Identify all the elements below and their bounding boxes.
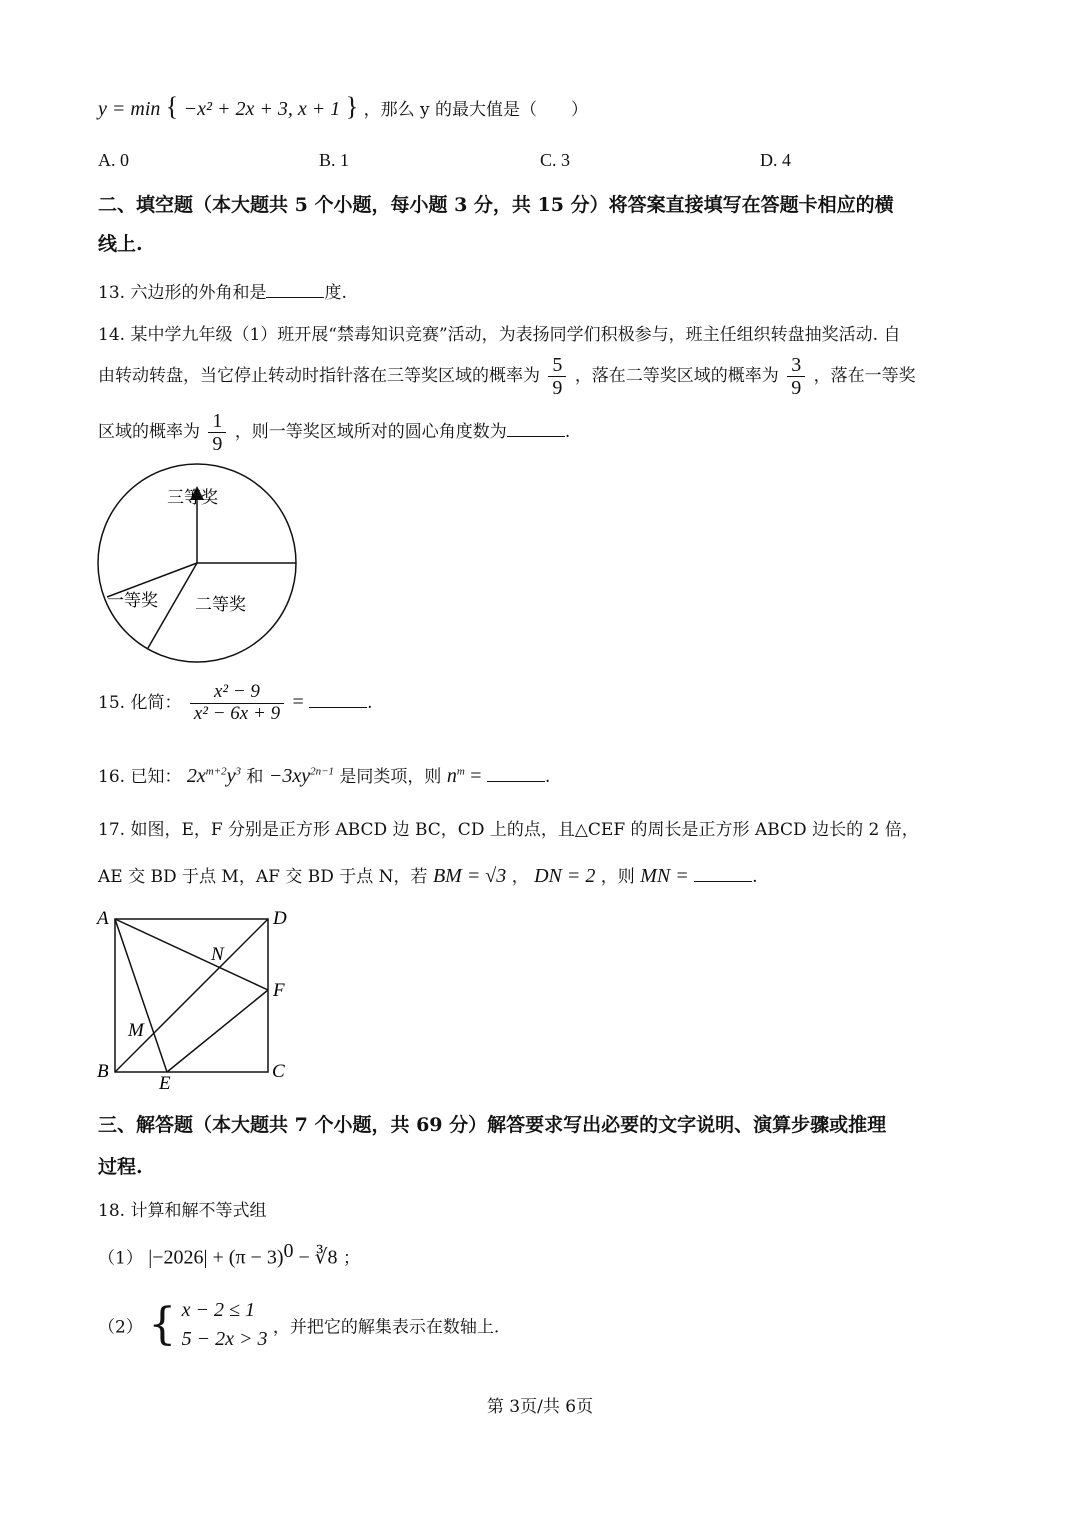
q18-part2-brace: { [148, 1299, 177, 1350]
spinner-figure [90, 460, 310, 665]
q14-line1 [98, 320, 900, 345]
q15-answer-blank [309, 706, 367, 708]
q12-option-c: C. 3 [540, 150, 571, 170]
q17-line1 [98, 815, 919, 840]
q15-numerator: x² − 9 [190, 682, 284, 704]
q13-answer-blank [266, 296, 324, 298]
q15-fraction [190, 682, 284, 725]
q14-fraction-first [208, 410, 226, 455]
label-f: F [273, 980, 285, 1001]
q17-bm: BM = √3 [432, 865, 507, 887]
square-figure [92, 904, 302, 1094]
q16-number: 16. [98, 767, 126, 787]
q14-answer-blank [507, 435, 565, 437]
q12-formula-args: −x² + 2x + 3, x + 1 [183, 98, 341, 120]
q12-formula-prefix: y = min [98, 98, 161, 120]
segment-ef [167, 990, 268, 1072]
label-b: B [97, 1061, 109, 1082]
label-c: C [272, 1061, 285, 1082]
q16-term1-y: y [226, 765, 236, 787]
q16-answer-blank [487, 780, 545, 782]
q14-line3 [98, 410, 570, 455]
page-footer: 第 3页/共 6页 [486, 1397, 594, 1417]
q14-frac1-numerator: 5 [548, 354, 566, 377]
q18-text: 计算和解不等式组 [130, 1201, 267, 1221]
q16-text-c: 是同类项，则 [339, 767, 442, 787]
section3-heading-line2: 过程. [98, 1156, 143, 1178]
q13 [98, 278, 347, 303]
q16-term1 [187, 765, 241, 787]
q17-dn: DN = 2 [534, 865, 596, 887]
q14-frac1-denominator: 9 [552, 377, 563, 399]
q15-equals: = [292, 690, 304, 713]
q18-part2-row1: x − 2 ≤ 1 [181, 1299, 255, 1321]
q16 [98, 762, 550, 788]
q16-term3-base: n [446, 765, 457, 787]
q18-part1 [98, 1240, 360, 1270]
q17-line2 [98, 862, 758, 888]
label-d: D [273, 908, 287, 929]
q18-number: 18. [98, 1201, 126, 1221]
q14-text-line3a: 区域的概率为 [98, 422, 200, 442]
q12-formula-line [98, 92, 588, 122]
q17-answer-blank [694, 880, 752, 882]
q14-text-line1: 某中学九年级（1）班开展“禁毒知识竞赛”活动，为表扬同学们积极参与，班主任组织转盘抽奖活动. 自 [130, 325, 901, 345]
q17-mn: MN = [640, 865, 689, 887]
q13-number: 13. [98, 283, 126, 303]
section2-heading-line1: 二、填空题（本大题共 5 个小题，每小题 3 分，共 15 分）将答案直接填写在答题卡相应的横 [98, 194, 894, 216]
q17-text-line2b: ， [511, 867, 529, 887]
q17-number: 17. [98, 820, 126, 840]
q15 [98, 682, 373, 725]
q15-period: . [367, 692, 373, 713]
q16-term1-exp: m+2 [205, 765, 227, 778]
q16-term1-yexp: 3 [235, 765, 242, 778]
q18 [98, 1196, 266, 1221]
q18-part1-label: （1） [98, 1248, 143, 1269]
q18-part2-text: ，并把它的解集表示在数轴上. [272, 1317, 500, 1338]
q12-left-brace: { [165, 92, 179, 121]
section2-heading-line2: 线上. [98, 233, 143, 255]
q14-text-line2c: ，落在一等奖 [813, 366, 916, 386]
q17-period: . [752, 867, 758, 887]
q13-text-after: 度. [324, 283, 347, 303]
spinner-label-third: 三等奖 [167, 488, 218, 507]
q14-frac3-denominator: 9 [212, 433, 223, 455]
q16-term2-exp: 2n−1 [310, 765, 335, 778]
q14-text-line2a: 由转动转盘，当它停止转动时指针落在三等奖区域的概率为 [98, 366, 540, 386]
q14-frac3-numerator: 1 [208, 410, 226, 433]
q18-part2-label: （2） [98, 1317, 143, 1338]
q14-frac2-numerator: 3 [787, 354, 805, 377]
segment-ae [115, 919, 167, 1072]
q18-part2 [98, 1296, 499, 1354]
q17-text-line2c: ，则 [600, 867, 635, 887]
q14-fraction-third [548, 354, 566, 399]
q18-part1-expr-b: − ∛8 [293, 1246, 338, 1269]
label-m: M [128, 1020, 144, 1041]
q16-equals: = [470, 765, 482, 787]
q18-part1-end: ； [342, 1248, 360, 1269]
q12-option-d: D. 4 [760, 150, 791, 170]
diagonal-bd [115, 919, 268, 1072]
q14-period: . [564, 422, 571, 442]
q13-text: 六边形的外角和是 [130, 283, 267, 303]
q14-frac2-denominator: 9 [791, 377, 802, 399]
q15-text: 化简： [130, 692, 182, 713]
q16-term2 [269, 765, 334, 787]
q14-fraction-second [787, 354, 805, 399]
q14-number: 14. [98, 325, 126, 345]
q16-period: . [544, 767, 551, 787]
label-n: N [211, 944, 224, 965]
q15-number: 15. [98, 692, 126, 713]
q16-text-a: 已知： [130, 767, 182, 787]
q12-option-a: A. 0 [98, 150, 129, 170]
q18-part2-row2: 5 − 2x > 3 [181, 1328, 268, 1350]
q18-part1-expr-a: |−2026| + (π − 3) [148, 1246, 284, 1269]
label-a: A [97, 908, 109, 929]
q17-text-line1: 如图，E，F 分别是正方形 ABCD 边 BC，CD 上的点，且△CEF 的周长是正方形 ABCD 边长的 2 倍， [130, 820, 919, 840]
q18-part1-exp: 0 [283, 1240, 294, 1262]
spinner-label-first: 一等奖 [107, 591, 158, 610]
q14-text-line2b: ，落在二等奖区域的概率为 [574, 366, 779, 386]
q14-text-line3b: ，则一等奖区域所对的圆心角度数为 [234, 422, 507, 442]
label-e: E [159, 1073, 171, 1094]
q16-text-b: 和 [246, 767, 264, 787]
q12-text: ，那么 y 的最大值是（ ） [363, 100, 589, 120]
q16-term1-base: 2x [186, 765, 206, 787]
spinner-label-second: 二等奖 [195, 595, 246, 614]
q16-term2-base: −3xy [268, 765, 311, 787]
q18-part2-system [182, 1296, 268, 1354]
q16-term3 [447, 765, 465, 787]
q16-term3-exp: m [456, 765, 465, 778]
q17-text-line2a: AE 交 BD 于点 M，AF 交 BD 于点 N，若 [98, 867, 428, 887]
q12-option-b: B. 1 [319, 150, 350, 170]
q14-line2 [98, 354, 916, 399]
q15-denominator: x² − 6x + 9 [193, 702, 281, 724]
q12-right-brace: } [345, 92, 359, 121]
section3-heading-line1: 三、解答题（本大题共 7 个小题，共 69 分）解答要求写出必要的文字说明、演算步骤或推理 [98, 1114, 887, 1136]
segment-af [115, 919, 268, 990]
